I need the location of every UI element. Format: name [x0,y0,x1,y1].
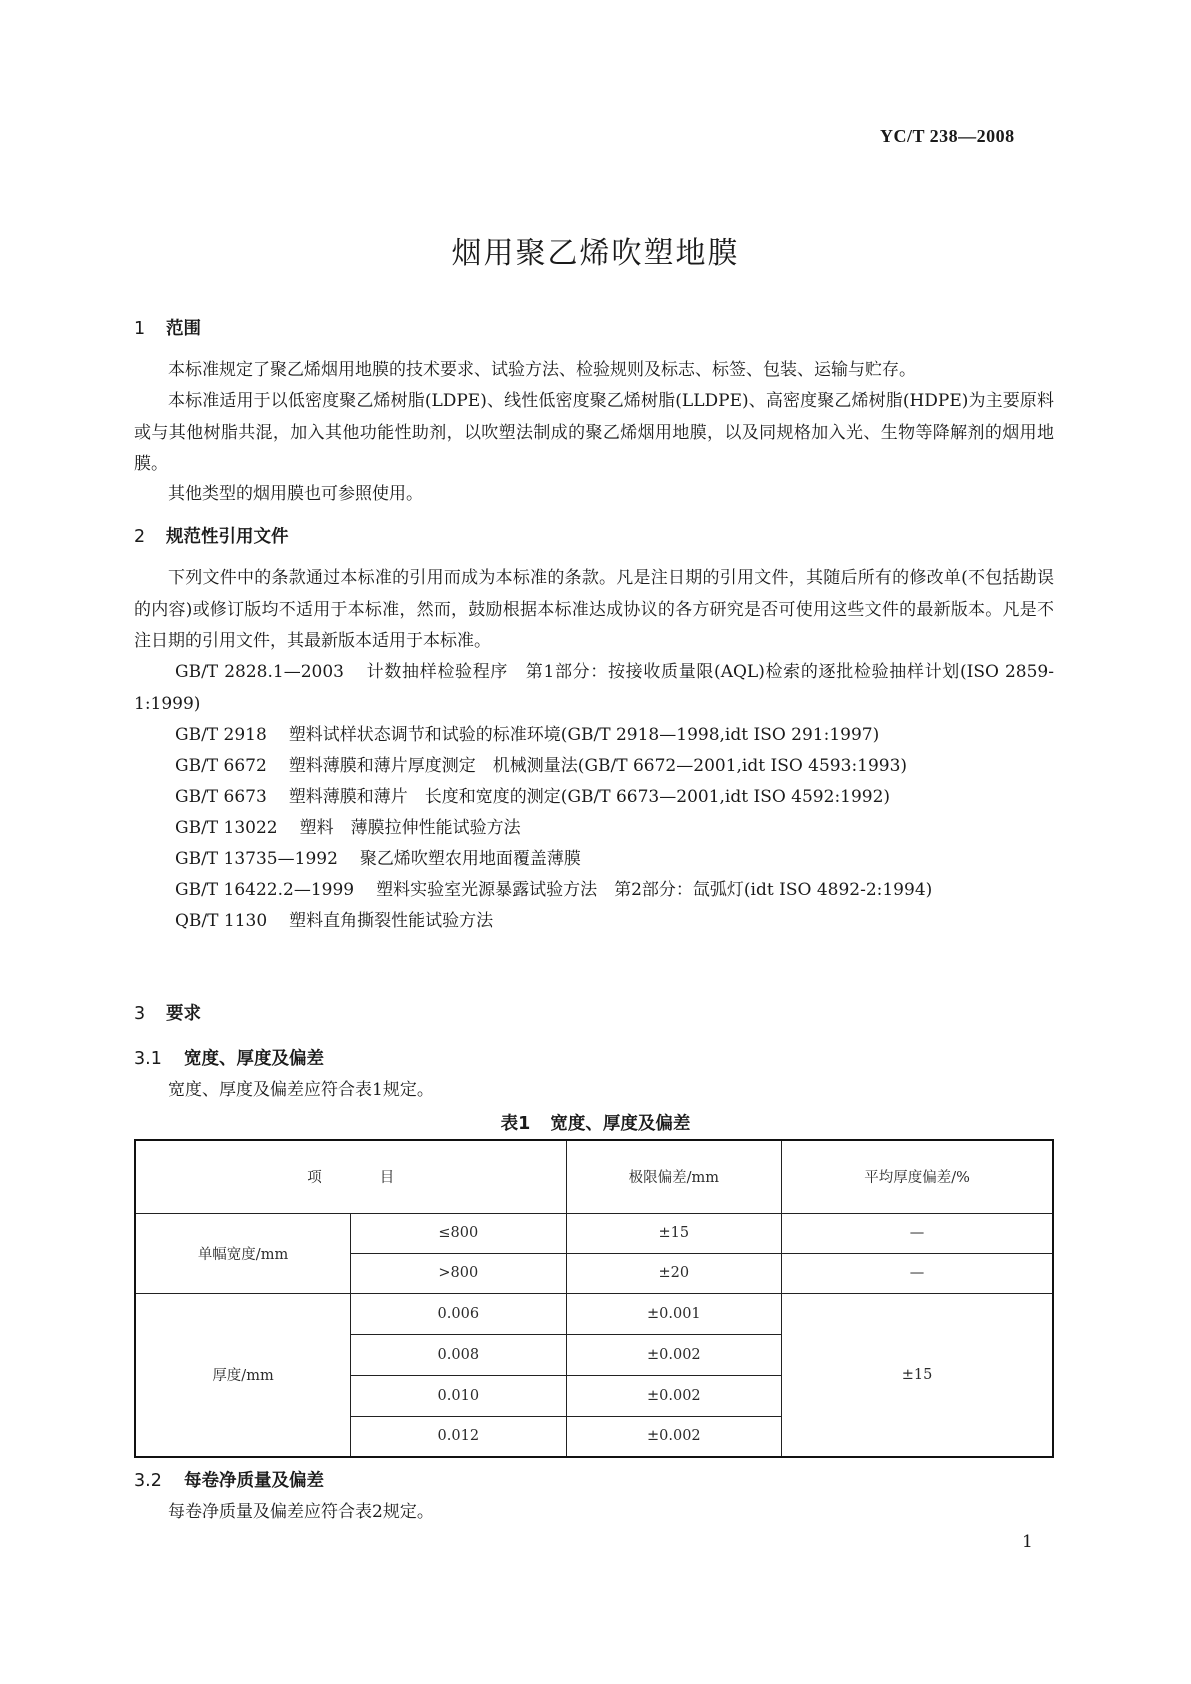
reference-code: GB/T 6672 [175,756,267,776]
page-number: 1 [1022,1532,1033,1552]
table-title: 宽度、厚度及偏差 [550,1114,691,1134]
reference-code: GB/T 13022 [175,818,278,838]
reference-title: 塑料试样状态调节和试验的标准环境(GB/T 2918—1998,idt ISO 291:1997) [288,725,880,745]
limit-cell: ±20 [566,1253,782,1293]
reference-code: GB/T 2918 [175,725,267,745]
spec-cell: 0.010 [351,1375,567,1416]
header-limit-deviation: 极限偏差/mm [566,1140,782,1213]
reference-item [175,782,890,807]
subsection-3-1-heading [134,1045,324,1070]
reference-item [175,813,521,838]
standard-code: YC/T 238—2008 [880,126,1015,146]
subsection-number: 3.2 [134,1471,162,1491]
reference-item [175,906,493,931]
spec-cell: >800 [351,1253,567,1293]
table-row [135,1213,1053,1253]
thickness-avg-cell: ±15 [782,1293,1053,1457]
reference-title: 塑料直角撕裂性能试验方法 [289,911,494,931]
avg-cell: — [782,1213,1053,1253]
table-header-row [135,1140,1053,1213]
subsection-title: 宽度、厚度及偏差 [184,1049,324,1069]
section-title: 要求 [166,1004,201,1024]
subsection-3-1-text: 宽度、厚度及偏差应符合表1规定。 [168,1080,434,1100]
header-average-thickness-deviation: 平均厚度偏差/% [782,1140,1053,1213]
limit-cell: ±0.002 [566,1416,782,1457]
section-3-heading [134,1000,201,1025]
section-1-paragraph-1: 本标准规定了聚乙烯烟用地膜的技术要求、试验方法、检验规则及标志、标签、包装、运输与贮存。 [168,360,916,380]
reference-title: 塑料薄膜和薄片厚度测定 机械测量法(GB/T 6672—2001,idt ISO 4593:1993) [288,756,908,776]
thickness-group-label: 厚度/mm [135,1293,351,1457]
subsection-3-2-text: 每卷净质量及偏差应符合表2规定。 [168,1502,434,1522]
section-1-heading [134,315,201,340]
section-number: 3 [134,1004,146,1024]
reference-title: 聚乙烯吹塑农用地面覆盖薄膜 [359,849,581,869]
document-title: 烟用聚乙烯吹塑地膜 [451,236,740,271]
section-1-paragraph-2: 本标准适用于以低密度聚乙烯树脂(LDPE)、线性低密度聚乙烯树脂(LLDPE)、高密度聚乙烯树脂(HDPE)为主要原料或与其他树脂共混，加入其他功能性助剂，以吹塑法制成的聚乙烯烟用地膜，以及同规格加入光、生物等降解剂的烟用地膜。 [134,391,1054,474]
section-number: 1 [134,319,146,339]
subsection-3-2-heading [134,1467,324,1492]
header-item: 项 目 [135,1140,566,1213]
reference-item [175,875,932,900]
reference-code: GB/T 16422.2—1999 [175,880,355,900]
section-2-intro: 下列文件中的条款通过本标准的引用而成为本标准的条款。凡是注日期的引用文件，其随后所有的修改单(不包括勘误的内容)或修订版均不适用于本标准，然而，鼓励根据本标准达成协议的各方研究是否可使用这些文件的最新版本。凡是不注日期的引用文件，其最新版本适用于本标准。 [134,568,1054,651]
limit-cell: ±15 [566,1213,782,1253]
spec-cell: 0.006 [351,1293,567,1334]
limit-cell: ±0.001 [566,1293,782,1334]
section-title: 规范性引用文件 [166,527,289,547]
reference-title: 塑料实验室光源暴露试验方法 第2部分：氙弧灯(idt ISO 4892-2:1994) [376,880,933,900]
table-label: 表1 [500,1114,531,1134]
limit-cell: ±0.002 [566,1334,782,1375]
table-row [135,1293,1053,1334]
reference-code: GB/T 6673 [175,787,267,807]
section-1-paragraph-3: 其他类型的烟用膜也可参照使用。 [168,484,423,504]
reference-title: 塑料薄膜和薄片 长度和宽度的测定(GB/T 6673—2001,idt ISO 4592:1992) [288,787,891,807]
subsection-title: 每卷净质量及偏差 [184,1471,324,1491]
section-2-heading [134,523,289,548]
reference-item [175,751,907,776]
subsection-number: 3.1 [134,1049,162,1069]
reference-item [175,844,581,869]
spec-cell: ≤800 [351,1213,567,1253]
table-1-caption [0,1110,1191,1135]
reference-code: QB/T 1130 [175,911,268,931]
spec-cell: 0.012 [351,1416,567,1457]
table-1 [134,1139,1054,1458]
reference-item [175,720,879,745]
spec-cell: 0.008 [351,1334,567,1375]
avg-cell: — [782,1253,1053,1293]
section-title: 范围 [166,319,201,339]
reference-code: GB/T 13735—1992 [175,849,338,869]
reference-title: 计数抽样检验程序 第1部分：按接收质量限(AQL)检索的逐批检验抽样计划(ISO 2859-1:1999) [134,662,1054,714]
section-number: 2 [134,527,146,547]
width-group-label: 单幅宽度/mm [135,1213,351,1293]
limit-cell: ±0.002 [566,1375,782,1416]
reference-code: GB/T 2828.1—2003 [175,662,344,682]
reference-item [134,657,1054,720]
reference-title: 塑料 薄膜拉伸性能试验方法 [299,818,521,838]
